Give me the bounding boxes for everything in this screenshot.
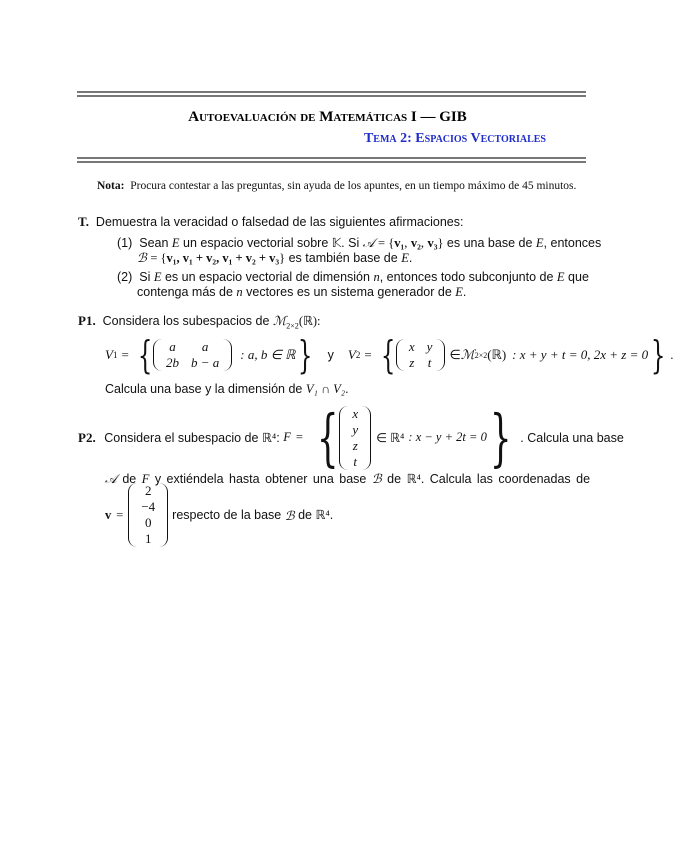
- math-in: ∈ ℝ⁴: [376, 430, 405, 445]
- header-rule-bottom-2: [77, 161, 586, 163]
- math-B: ℬ: [371, 471, 382, 486]
- math-v2: v₂: [410, 236, 421, 250]
- math-E: E: [556, 270, 565, 284]
- math-eq: =: [295, 430, 303, 444]
- math-F: F: [283, 430, 291, 444]
- matrix-cell: b − a: [190, 355, 220, 370]
- left-brace: {: [137, 333, 153, 377]
- t-item-1-line-1: [117, 235, 601, 251]
- section-t-heading: [78, 214, 463, 230]
- vector-v: [128, 483, 168, 547]
- vector-cell: z: [352, 437, 358, 453]
- math-eq: = {: [150, 251, 167, 265]
- math-cond1: : a, b ∈ ℝ: [240, 347, 296, 362]
- t-item-2-text: Si: [139, 270, 151, 284]
- math-close: }: [437, 236, 444, 250]
- p1-heading: [78, 313, 321, 331]
- math-M-sub: 2×2: [474, 350, 488, 360]
- math-R4: ℝ⁴: [406, 472, 421, 486]
- p1-question: [105, 382, 349, 397]
- p1-label: P1.: [78, 313, 96, 328]
- matrix-cell: a: [169, 339, 176, 354]
- t-item-2-text: , entonces todo subconjunto de: [379, 270, 554, 284]
- math-R: (ℝ): [487, 347, 507, 362]
- math-eq: =: [116, 507, 124, 522]
- header-rule-top-1: [77, 91, 586, 93]
- matrix-cell: x: [408, 339, 415, 354]
- math-v1: v₁: [394, 236, 405, 250]
- math-eq: =: [121, 347, 129, 362]
- note-label: Nota:: [97, 180, 125, 192]
- matrix-cell: 2b: [165, 355, 179, 370]
- matrix-cell: t: [427, 355, 432, 370]
- math-cond2: : x + y + t = 0, 2x + z = 0: [512, 347, 649, 362]
- t-item-1-text: Sean: [139, 236, 169, 250]
- p2-line-1: [78, 401, 624, 474]
- vector-cell: 1: [144, 531, 152, 546]
- vector-cell: 0: [144, 515, 152, 530]
- p1-question-text: Calcula una base y la dimensión de: [105, 382, 303, 396]
- matrix-cell: a: [201, 339, 209, 354]
- header-rule-bottom-1: [77, 157, 586, 159]
- math-v: v: [105, 507, 112, 522]
- vector-f: [339, 406, 371, 470]
- math-B: ℬ: [137, 250, 147, 265]
- t-item-2-line-2: [137, 285, 466, 300]
- p2-label: P2.: [78, 429, 96, 445]
- p1-question-text: .: [345, 382, 349, 396]
- t-item-2-text: que: [568, 270, 589, 284]
- t-item-1-text: , entonces: [543, 236, 602, 250]
- matrix-v1: [153, 339, 232, 371]
- t-item-1-text: .: [408, 251, 413, 265]
- math-V2: V: [347, 347, 356, 362]
- math-in: ∈: [449, 347, 461, 362]
- math-R4: ℝ⁴: [261, 430, 277, 445]
- math-E: E: [153, 270, 162, 284]
- math-B: ℬ: [284, 507, 295, 523]
- vector-cell: 2: [144, 483, 152, 498]
- math-E: E: [535, 236, 544, 250]
- math-F: F: [141, 472, 150, 486]
- p2-text: :: [276, 430, 280, 445]
- p2-text: y extiéndela hasta obtener una base: [154, 472, 367, 486]
- math-sub: 2: [355, 350, 361, 360]
- math-E: E: [455, 285, 463, 299]
- math-M: ℳ: [272, 313, 287, 328]
- matrix-cell: z: [409, 355, 415, 370]
- math-sub: 1: [112, 350, 118, 360]
- p2-text: de: [298, 508, 312, 522]
- t-item-1-text: un espacio vectorial sobre: [183, 236, 329, 250]
- t-item-2-text: es un espacio vectorial de dimensión: [164, 270, 370, 284]
- math-R: (ℝ):: [298, 314, 321, 328]
- p2-text: Considera el subespacio de: [104, 430, 259, 445]
- word-y: y: [327, 348, 334, 362]
- math-close: }: [279, 251, 286, 265]
- matrix-v2: [396, 339, 446, 371]
- p1-intro: Considera los subespacios de: [102, 314, 270, 328]
- p2-text: .: [329, 508, 334, 522]
- p2-text: de: [122, 472, 137, 486]
- section-t-intro: Demuestra la veracidad o falsedad de las siguientes afirmaciones:: [95, 215, 464, 229]
- matrix-cell: y: [426, 339, 433, 354]
- t-item-2-text: .: [462, 285, 467, 299]
- math-M: ℳ: [460, 347, 475, 363]
- math-cond: : x − y + 2t = 0: [408, 430, 487, 444]
- math-A: 𝒜: [105, 471, 117, 486]
- note: [97, 180, 576, 192]
- left-brace: {: [316, 401, 339, 474]
- note-text: Procura contestar a las preguntas, sin ayuda de los apuntes, en un tiempo máximo de 45 minutos.: [130, 180, 577, 192]
- t-item-1-line-2: [137, 250, 412, 266]
- t-item-2-text: vectores es un sistema generador de: [246, 285, 452, 299]
- t-item-1-text: . Si: [341, 236, 360, 250]
- p2-text: de: [387, 472, 402, 486]
- t-item-2-text: contenga más de: [137, 285, 233, 299]
- section-t-label: T.: [78, 214, 89, 229]
- vector-cell: x: [352, 405, 359, 421]
- math-comma: ,: [404, 236, 408, 250]
- p1-formula: [105, 335, 674, 375]
- vector-cell: −4: [141, 499, 156, 514]
- p2-text: . Calcula las coordenadas de: [420, 472, 591, 486]
- math-n: n: [236, 285, 243, 299]
- math-A: 𝒜: [362, 235, 375, 250]
- vector-cell: y: [352, 421, 359, 437]
- header-rule-top-2: [77, 95, 586, 97]
- p2-line-3: [105, 485, 333, 545]
- t-item-1-num: (1): [117, 236, 133, 250]
- t-item-2-num: (2): [117, 270, 133, 284]
- vector-cell: t: [353, 453, 358, 469]
- math-M-sub: 2×2: [286, 321, 299, 331]
- math-E: E: [171, 236, 180, 250]
- t-item-1-text: es una base de: [446, 236, 533, 250]
- right-brace: }: [650, 333, 666, 377]
- math-eq: =: [364, 347, 372, 362]
- math-eq: = {: [378, 236, 395, 250]
- right-brace: }: [298, 333, 313, 377]
- p2-text: . Calcula una base: [520, 430, 624, 445]
- left-brace: {: [380, 333, 396, 377]
- math-v3: v₃: [427, 236, 438, 250]
- p2-text: respecto de la base: [172, 508, 282, 522]
- math-K: 𝕂: [331, 236, 342, 250]
- t-item-2-line-1: [117, 270, 589, 285]
- math-R4: ℝ⁴: [315, 508, 330, 522]
- t-item-1-text: es también base de: [288, 251, 398, 265]
- page-subtitle: Tema 2: Espacios Vectoriales: [363, 131, 546, 146]
- math-E: E: [401, 251, 409, 265]
- page-title: Autoevaluación de Matemáticas I — GIB: [188, 109, 467, 125]
- math-comma: ,: [420, 236, 424, 250]
- math-V1: V: [105, 347, 113, 362]
- math-end: .: [670, 347, 674, 362]
- math-n: n: [373, 270, 380, 284]
- right-brace: }: [489, 401, 512, 474]
- math-intersection: V₁ ∩ V₂: [305, 382, 346, 396]
- math-vectors: v₁, v₁ + v₂, v₁ + v₂ + v₃: [166, 251, 280, 265]
